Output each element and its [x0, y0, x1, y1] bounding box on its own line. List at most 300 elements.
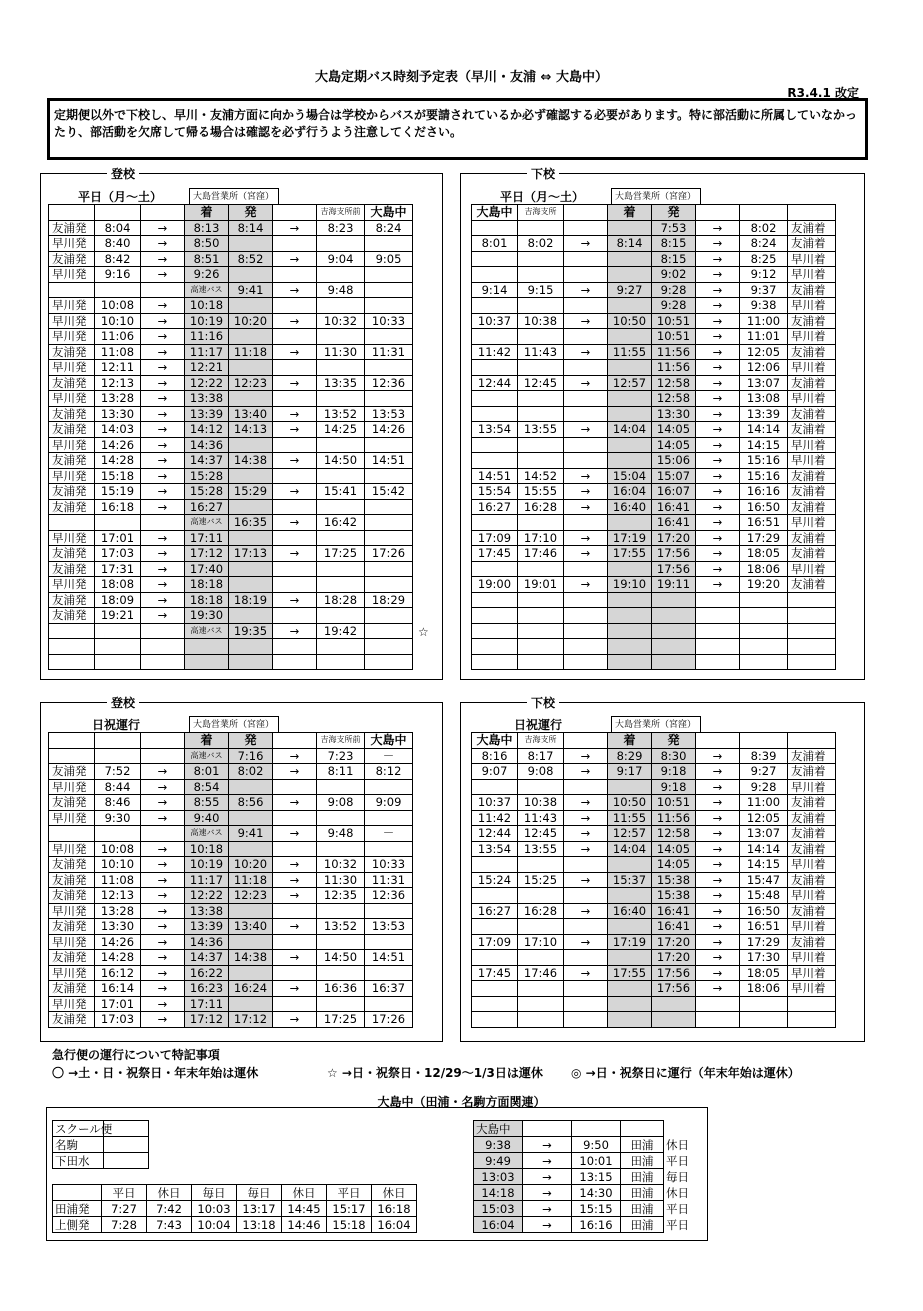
time-cell: [740, 639, 788, 655]
timetable-row: [472, 344, 836, 360]
time-cell: 17:20: [652, 530, 696, 546]
time-cell: 14:51: [365, 453, 413, 469]
time-cell: →: [141, 546, 185, 562]
timetable-row: [472, 623, 836, 639]
time-cell: 9:38: [740, 298, 788, 314]
time-cell: [564, 298, 608, 314]
time-cell: [273, 360, 317, 376]
header-cell: 着: [608, 205, 652, 221]
time-cell: 8:30: [652, 748, 696, 764]
timetable-row: [49, 764, 413, 780]
timetable-row: [49, 298, 413, 314]
time-cell: 15:38: [652, 888, 696, 904]
header-cell: 発: [229, 733, 273, 749]
right-cell: 田浦: [621, 1185, 664, 1201]
time-cell: 高速バス: [185, 748, 229, 764]
time-cell: →: [141, 888, 185, 904]
office-header: 大島営業所（宮窪）: [189, 188, 279, 204]
timetable-row: [49, 453, 413, 469]
time-cell: 17:19: [608, 934, 652, 950]
time-cell: 7:23: [317, 748, 365, 764]
holiday-down-label: 日祝運行: [514, 718, 563, 732]
shitadami-label: 下田水: [53, 1153, 104, 1169]
weekday-up-heading: 登校: [107, 165, 139, 182]
time-cell: [273, 468, 317, 484]
time-cell: 16:07: [652, 484, 696, 500]
time-cell: 高速バス: [185, 826, 229, 842]
time-cell: [518, 298, 564, 314]
time-cell: 8:55: [185, 795, 229, 811]
time-cell: [564, 888, 608, 904]
revision-date: R3.4.1 改定: [787, 86, 859, 100]
header-cell: 吉海支所: [518, 733, 564, 749]
header-cell: [740, 733, 788, 749]
time-cell: [608, 654, 652, 670]
time-cell: 17:01: [95, 530, 141, 546]
time-cell: →: [141, 779, 185, 795]
time-cell: 16:50: [740, 499, 788, 515]
time-cell: 早川着: [788, 561, 836, 577]
time-cell: →: [141, 437, 185, 453]
time-cell: [365, 329, 413, 345]
right-cell: 13:15: [572, 1169, 621, 1185]
time-cell: 15:04: [608, 468, 652, 484]
timetable-row: [472, 499, 836, 515]
time-cell: 14:05: [652, 841, 696, 857]
time-cell: 12:11: [95, 360, 141, 376]
timetable-row: [472, 530, 836, 546]
header-cell: [564, 205, 608, 221]
time-cell: [365, 577, 413, 593]
time-cell: [472, 996, 518, 1012]
time-cell: [564, 779, 608, 795]
time-cell: 8:12: [365, 764, 413, 780]
time-cell: [365, 391, 413, 407]
right-cell: →: [523, 1201, 572, 1217]
timetable-row: [472, 267, 836, 283]
timetable-row: [472, 251, 836, 267]
time-cell: [95, 748, 141, 764]
time-cell: [472, 639, 518, 655]
time-cell: 高速バス: [185, 623, 229, 639]
blank-cell: [621, 1121, 664, 1137]
time-cell: →: [564, 795, 608, 811]
time-cell: 友浦発: [49, 453, 95, 469]
time-cell: 8:44: [95, 779, 141, 795]
time-cell: 7:53: [652, 220, 696, 236]
time-cell: →: [564, 282, 608, 298]
time-cell: →: [141, 329, 185, 345]
time-cell: [472, 779, 518, 795]
timetable-row: [49, 810, 413, 826]
right-row: [474, 1169, 705, 1185]
time-cell: [229, 391, 273, 407]
right-row: [474, 1185, 705, 1201]
time-cell: →: [141, 530, 185, 546]
timetable-row: [472, 996, 836, 1012]
time-cell: 11:01: [740, 329, 788, 345]
time-cell: 8:01: [472, 236, 518, 252]
time-cell: [365, 515, 413, 531]
time-cell: 15:25: [518, 872, 564, 888]
time-cell: →: [141, 453, 185, 469]
time-cell: 16:35: [229, 515, 273, 531]
time-cell: 10:37: [472, 313, 518, 329]
day-cell: 休日: [372, 1185, 417, 1201]
timetable-row: [472, 841, 836, 857]
time-cell: →: [141, 764, 185, 780]
time-cell: 15:47: [740, 872, 788, 888]
time-cell: [229, 561, 273, 577]
time-cell: 8:25: [740, 251, 788, 267]
time-cell: →: [564, 499, 608, 515]
time-cell: [740, 592, 788, 608]
timetable-row: [49, 639, 413, 655]
time-cell: 17:25: [317, 546, 365, 562]
time-cell: 11:31: [365, 344, 413, 360]
time-cell: 17:12: [229, 1012, 273, 1028]
time-cell: 友浦発: [49, 546, 95, 562]
time-cell: [608, 639, 652, 655]
time-cell: 12:44: [472, 826, 518, 842]
time-cell: 9:28: [740, 779, 788, 795]
time-cell: 10:33: [365, 313, 413, 329]
time-cell: 17:26: [365, 1012, 413, 1028]
timetable-row: [472, 779, 836, 795]
time-cell: 17:12: [185, 1012, 229, 1028]
time-cell: 早川発: [49, 530, 95, 546]
time-cell: 16:50: [740, 903, 788, 919]
time-cell: 17:30: [740, 950, 788, 966]
timetable-row: [472, 857, 836, 873]
time-cell: 友浦着: [788, 530, 836, 546]
time-cell: 8:50: [185, 236, 229, 252]
timetable-row: [49, 981, 413, 997]
time-cell: [740, 1012, 788, 1028]
time-cell: →: [696, 577, 740, 593]
time-cell: →: [696, 344, 740, 360]
time-cell: 17:11: [185, 530, 229, 546]
time-cell: 10:38: [518, 313, 564, 329]
time-cell: 早川着: [788, 950, 836, 966]
time-cell: 早川着: [788, 919, 836, 935]
time-cell: 15:16: [740, 453, 788, 469]
time-cell: 17:13: [229, 546, 273, 562]
time-cell: 友浦着: [788, 546, 836, 562]
header-cell: [141, 205, 185, 221]
time-cell: →: [141, 468, 185, 484]
time-cell: →: [273, 826, 317, 842]
time-cell: [608, 996, 652, 1012]
office-header: 大島営業所（宮窪）: [611, 188, 701, 204]
time-cell: →: [564, 375, 608, 391]
time-cell: [518, 888, 564, 904]
time-cell: 14:26: [95, 437, 141, 453]
time-cell: 9:18: [652, 779, 696, 795]
time-cell: [788, 996, 836, 1012]
time-cell: [365, 282, 413, 298]
time-cell: [317, 236, 365, 252]
notice-text: 定期便以外で下校し、早川・友浦方面に向かう場合は学校からバスが要請されているか必ず確認する必要があります。特に部活動に所属していなかったり、部活動を欠席して帰る場合は確認を必ず行うよう注意してください。: [54, 108, 858, 139]
time-cell: [608, 888, 652, 904]
header-cell: 吉海支所前: [317, 733, 365, 749]
time-cell: 19:42: [317, 623, 365, 639]
time-cell: 8:24: [365, 220, 413, 236]
time-cell: 10:10: [95, 313, 141, 329]
time-cell: [608, 1012, 652, 1028]
time-cell: [273, 577, 317, 593]
time-cell: 早川着: [788, 981, 836, 997]
time-cell: [564, 515, 608, 531]
time-cell: 13:07: [740, 826, 788, 842]
header-cell: 大島中: [365, 205, 413, 221]
right-cell: 田浦: [621, 1153, 664, 1169]
time-cell: 15:18: [95, 468, 141, 484]
time-cell: 17:26: [365, 546, 413, 562]
time-cell: 11:00: [740, 313, 788, 329]
time-cell: 16:24: [229, 981, 273, 997]
time-cell: [365, 608, 413, 624]
time-cell: 9:30: [95, 810, 141, 826]
other-cell: 上側発: [53, 1217, 102, 1233]
time-cell: →: [273, 251, 317, 267]
time-cell: 14:05: [652, 422, 696, 438]
time-cell: [273, 329, 317, 345]
right-cell: 16:04: [474, 1217, 523, 1233]
time-cell: [317, 329, 365, 345]
timetable-row: [472, 795, 836, 811]
time-cell: →: [696, 561, 740, 577]
time-cell: 友浦発: [49, 764, 95, 780]
time-cell: →: [141, 608, 185, 624]
time-cell: 早川発: [49, 468, 95, 484]
time-cell: 友浦着: [788, 577, 836, 593]
time-cell: [273, 639, 317, 655]
time-cell: [317, 654, 365, 670]
time-cell: 14:04: [608, 841, 652, 857]
time-cell: 15:24: [472, 872, 518, 888]
time-cell: 9:26: [185, 267, 229, 283]
time-cell: 9:14: [472, 282, 518, 298]
blank-cell: [53, 1185, 102, 1201]
time-cell: 早川発: [49, 298, 95, 314]
time-cell: [518, 406, 564, 422]
time-cell: [518, 950, 564, 966]
timetable-row: [472, 872, 836, 888]
timetable-row: [472, 764, 836, 780]
time-cell: [564, 919, 608, 935]
timetable-row: [49, 267, 413, 283]
time-cell: 13:54: [472, 841, 518, 857]
time-cell: 早川着: [788, 453, 836, 469]
time-cell: 14:28: [95, 950, 141, 966]
time-cell: [608, 406, 652, 422]
right-row: [474, 1137, 705, 1153]
timetable-row: [49, 841, 413, 857]
time-cell: [608, 981, 652, 997]
time-cell: →: [273, 764, 317, 780]
time-cell: 友浦着: [788, 236, 836, 252]
time-cell: 9:02: [652, 267, 696, 283]
time-cell: [317, 903, 365, 919]
time-cell: 16:51: [740, 919, 788, 935]
time-cell: 12:05: [740, 810, 788, 826]
other-routes-title: 大島中（田浦・名駒方面関連）: [377, 1095, 546, 1109]
time-cell: →: [273, 484, 317, 500]
time-cell: [564, 639, 608, 655]
time-cell: [317, 360, 365, 376]
right-cell: 15:03: [474, 1201, 523, 1217]
time-cell: 15:28: [185, 468, 229, 484]
time-cell: →: [696, 453, 740, 469]
other-cell: 7:43: [147, 1217, 192, 1233]
time-cell: 友浦着: [788, 468, 836, 484]
time-cell: →: [273, 422, 317, 438]
time-cell: 11:30: [317, 872, 365, 888]
time-cell: 早川着: [788, 329, 836, 345]
time-cell: [472, 391, 518, 407]
time-cell: 10:18: [185, 841, 229, 857]
time-cell: 14:26: [95, 934, 141, 950]
right-cell: 田浦: [621, 1201, 664, 1217]
timetable-row: [49, 996, 413, 1012]
time-cell: 10:08: [95, 298, 141, 314]
time-cell: →: [696, 437, 740, 453]
time-cell: [229, 298, 273, 314]
timetable-row: [49, 826, 413, 842]
other-cell: 10:04: [192, 1217, 237, 1233]
time-cell: [273, 841, 317, 857]
time-cell: [564, 623, 608, 639]
time-cell: 15:06: [652, 453, 696, 469]
time-cell: →: [696, 872, 740, 888]
time-cell: →: [141, 375, 185, 391]
time-cell: 13:28: [95, 903, 141, 919]
time-cell: [95, 623, 141, 639]
time-cell: 9:48: [317, 826, 365, 842]
time-cell: [141, 748, 185, 764]
time-cell: [518, 360, 564, 376]
time-cell: →: [696, 375, 740, 391]
time-cell: 早川着: [788, 360, 836, 376]
time-cell: →: [564, 934, 608, 950]
right-cell: 14:30: [572, 1185, 621, 1201]
time-cell: 早川着: [788, 391, 836, 407]
time-cell: 友浦着: [788, 499, 836, 515]
time-cell: 10:38: [518, 795, 564, 811]
time-cell: 8:23: [317, 220, 365, 236]
header-cell: [49, 205, 95, 221]
time-cell: →: [141, 1012, 185, 1028]
header-cell: [788, 205, 836, 221]
time-cell: [365, 499, 413, 515]
time-cell: 友浦着: [788, 810, 836, 826]
time-cell: 9:12: [740, 267, 788, 283]
time-cell: 12:23: [229, 375, 273, 391]
time-cell: →: [696, 764, 740, 780]
timetable-row: [49, 344, 413, 360]
header-cell: 発: [229, 205, 273, 221]
time-cell: [317, 639, 365, 655]
time-cell: 9:08: [518, 764, 564, 780]
time-cell: [518, 639, 564, 655]
time-cell: [95, 282, 141, 298]
other-cell: 14:45: [282, 1201, 327, 1217]
time-cell: 11:18: [229, 344, 273, 360]
time-cell: →: [696, 391, 740, 407]
time-cell: 16:41: [652, 903, 696, 919]
time-cell: 12:58: [652, 375, 696, 391]
time-cell: 9:28: [652, 298, 696, 314]
timetable-row: [49, 857, 413, 873]
time-cell: 18:18: [185, 577, 229, 593]
time-cell: 友浦着: [788, 406, 836, 422]
time-cell: 友浦発: [49, 857, 95, 873]
header-cell: [49, 733, 95, 749]
time-cell: 8:02: [229, 764, 273, 780]
time-cell: 16:22: [185, 965, 229, 981]
time-cell: [229, 996, 273, 1012]
note-star: ☆ →日・祝祭日・12/29～1/3日は運休: [327, 1066, 543, 1080]
time-cell: [564, 608, 608, 624]
right-row: [474, 1201, 705, 1217]
weekday-up-table: [48, 204, 413, 670]
time-cell: →: [696, 950, 740, 966]
time-cell: 10:08: [95, 841, 141, 857]
time-cell: →: [141, 391, 185, 407]
time-cell: →: [141, 577, 185, 593]
time-cell: 16:14: [95, 981, 141, 997]
time-cell: 15:16: [740, 468, 788, 484]
time-cell: [652, 639, 696, 655]
time-cell: 早川着: [788, 267, 836, 283]
time-cell: 14:14: [740, 422, 788, 438]
time-cell: 11:42: [472, 810, 518, 826]
time-cell: [229, 499, 273, 515]
timetable-row: [472, 406, 836, 422]
time-cell: 早川発: [49, 996, 95, 1012]
timetable-row: [472, 561, 836, 577]
time-cell: →: [696, 267, 740, 283]
time-cell: [564, 981, 608, 997]
time-cell: 14:37: [185, 453, 229, 469]
time-cell: 16:41: [652, 515, 696, 531]
time-cell: [141, 282, 185, 298]
time-cell: [518, 1012, 564, 1028]
time-cell: →: [141, 841, 185, 857]
time-cell: [472, 329, 518, 345]
timetable-row: [472, 515, 836, 531]
time-cell: 友浦着: [788, 903, 836, 919]
time-cell: －: [365, 826, 413, 842]
time-cell: [49, 654, 95, 670]
time-cell: 15:55: [518, 484, 564, 500]
time-cell: [652, 1012, 696, 1028]
time-cell: →: [696, 965, 740, 981]
header-cell: 大島中: [365, 733, 413, 749]
time-cell: →: [273, 344, 317, 360]
time-cell: 11:55: [608, 810, 652, 826]
time-cell: [564, 996, 608, 1012]
time-cell: 16:36: [317, 981, 365, 997]
time-cell: 8:39: [740, 748, 788, 764]
time-cell: 14:15: [740, 437, 788, 453]
time-cell: [229, 360, 273, 376]
time-cell: →: [696, 530, 740, 546]
time-cell: [740, 996, 788, 1012]
time-cell: →: [141, 857, 185, 873]
time-cell: 17:12: [185, 546, 229, 562]
